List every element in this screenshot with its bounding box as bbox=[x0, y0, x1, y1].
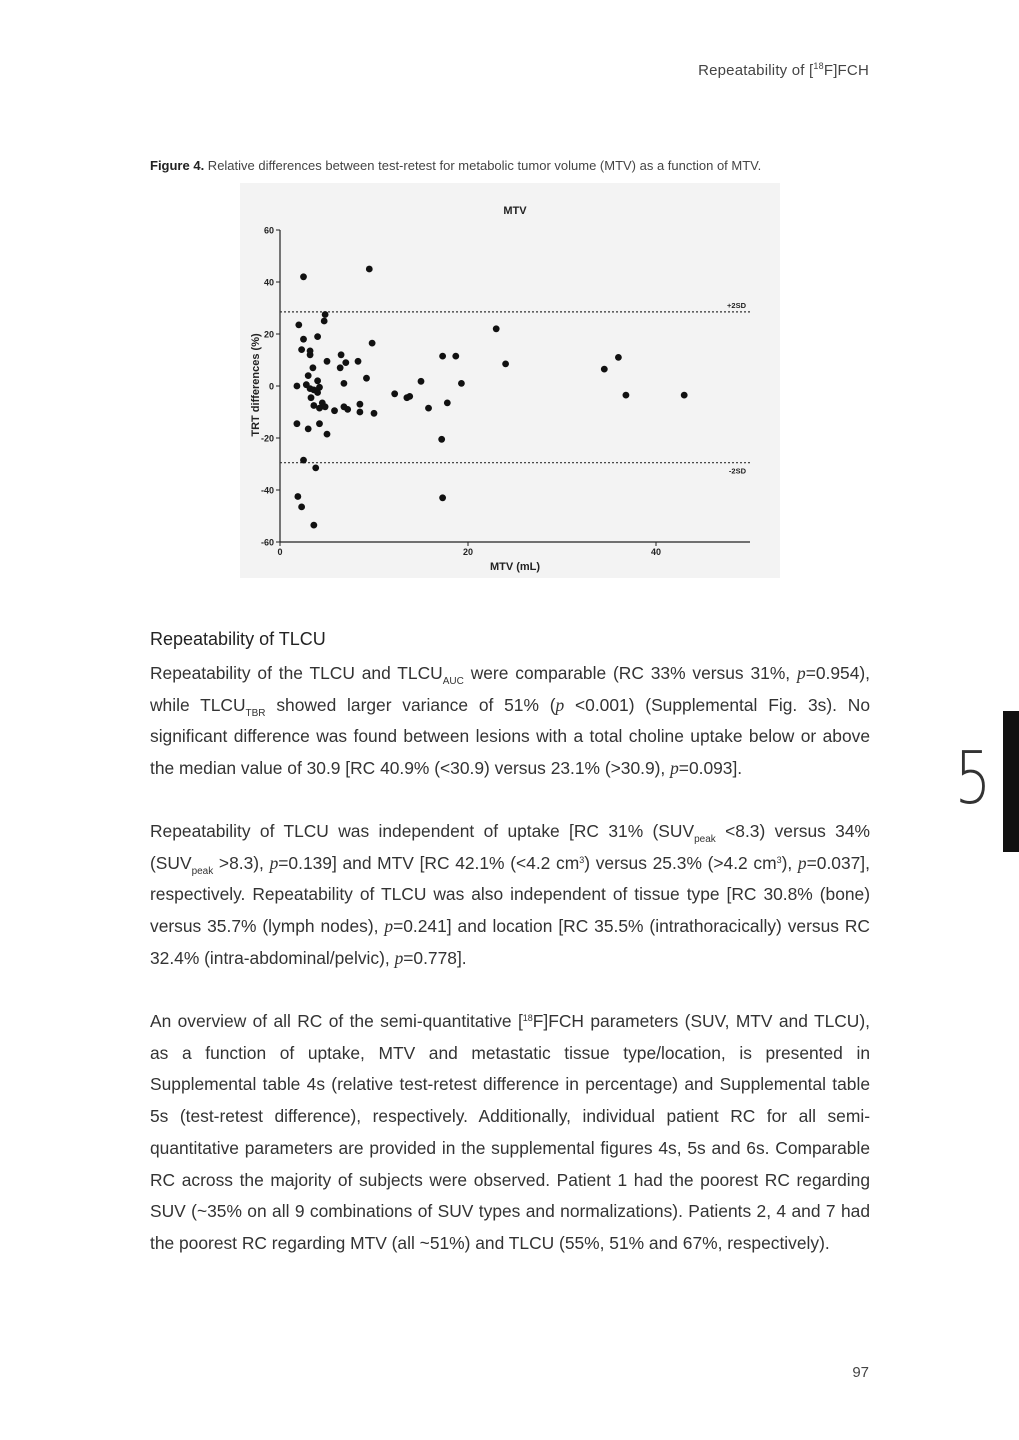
running-header: Repeatability of [$^{18}$F]FCH bbox=[698, 61, 869, 79]
paragraph-tlcu-independence: Repeatability of TLCU was independent of uptake [RC 31% $(SUV_{peak} <8.3)$ versus 34% $(SUV_{peak} >8.3)$, p=0.139] and MTV [RC 42.1% (<4.2 $cm^3$) versus 25.3% (>4.2 $cm^3$), p=0.037], respectively. Repeatability of TLCU was also independent of tissue type [RC 30.8% (bone) versus 35.7% (lymph nodes), p=0.241] and location [RC 35.5% (intrathoracically) versus RC 32.4% (intra-abdominal/pelvic), p=0.778]. bbox=[150, 821, 870, 968]
data-point bbox=[366, 266, 373, 273]
data-point bbox=[357, 401, 364, 408]
data-point bbox=[298, 504, 305, 511]
data-point bbox=[298, 346, 305, 353]
data-point bbox=[305, 426, 312, 433]
data-point bbox=[324, 358, 331, 365]
data-point bbox=[355, 358, 362, 365]
page-number: 97 bbox=[852, 1364, 869, 1381]
data-point bbox=[615, 354, 622, 361]
paragraph-tlcu-repeatability: Repeatability of the TLCU and $TLCU_{AUC}$ were comparable (RC 33% versus 31%, p=0.954), while $TLCU_{TBR}$ showed larger variance of 51% (p <0.001) (Supplemental Fig. 3s). No significant difference was found between lesions with a total choline uptake below or above the median value of 30.9 [RC 40.9% (<30.9) versus 23.1% (>30.9), p=0.093]. bbox=[150, 663, 871, 779]
data-point bbox=[502, 361, 509, 368]
data-point bbox=[310, 364, 317, 371]
data-point bbox=[406, 393, 413, 400]
data-point bbox=[300, 336, 307, 343]
data-point bbox=[444, 400, 451, 407]
y-tick-label: -20 bbox=[260, 433, 274, 444]
data-point bbox=[310, 522, 317, 529]
data-point bbox=[391, 390, 398, 397]
chapter-number: 5 bbox=[954, 736, 992, 820]
data-point bbox=[681, 392, 688, 399]
y-tick-label: 0 bbox=[268, 381, 274, 392]
data-point bbox=[338, 351, 345, 358]
data-point bbox=[425, 405, 432, 412]
data-point bbox=[308, 394, 315, 401]
figure-caption-text: Relative differences between test-retest for metabolic tumor volume (MTV) as a function of MTV. bbox=[204, 158, 762, 173]
figure-caption bbox=[150, 158, 870, 173]
data-point bbox=[314, 389, 321, 396]
y-tick-label: 40 bbox=[263, 277, 274, 288]
data-point bbox=[294, 420, 301, 427]
data-point bbox=[341, 380, 348, 387]
plus-2sd-label: +2SD bbox=[727, 300, 746, 310]
data-point bbox=[300, 273, 307, 280]
chart-canvas bbox=[240, 183, 780, 578]
chapter-thumb-tab bbox=[1003, 711, 1019, 852]
minus-2sd-label: -2SD bbox=[728, 466, 746, 476]
data-point bbox=[295, 322, 302, 329]
data-point bbox=[363, 375, 370, 382]
x-tick-label: 0 bbox=[277, 547, 283, 557]
chart-x-axis-label: MTV (mL) bbox=[489, 561, 541, 573]
data-point bbox=[294, 493, 301, 500]
data-point bbox=[331, 407, 338, 414]
data-point bbox=[316, 405, 323, 412]
data-point bbox=[314, 333, 321, 340]
data-point bbox=[321, 318, 328, 325]
data-point bbox=[439, 494, 446, 501]
data-point bbox=[305, 372, 312, 379]
data-point bbox=[357, 409, 364, 416]
data-point bbox=[294, 383, 301, 390]
data-point bbox=[342, 359, 349, 366]
figure-label: Figure 4. bbox=[150, 158, 205, 173]
data-point bbox=[337, 364, 344, 371]
x-tick-label: 40 bbox=[650, 547, 662, 557]
paragraph-rc-overview: An overview of all RC of the semi-quantitative [$^{18}$F]FCH parameters (SUV, MTV and TLCU), as a function of uptake, MTV and metastatic tissue type/location, is presented in Supplemental table 4s (relative test-retest difference in percentage) and Supplemental table 5s (test-retest difference), respectively. Additionally, individual patient RC for all semi-quantitative parameters are provided in the supplemental figures 4s, 5s and 6s. Comparable RC across the majority of subjects were observed. Patient 1 had the poorest RC regarding SUV (~35% on all 9 combinations of SUV types and normalizations). Patients 2, 4 and 7 had the poorest RC regarding MTV (all ~51%) and TLCU (55%, 51% and 67%, respectively). bbox=[150, 1011, 870, 1253]
mtv-scatter-chart bbox=[240, 183, 780, 578]
chart-title: MTV bbox=[503, 205, 527, 217]
data-point bbox=[307, 348, 314, 355]
x-tick-label: 20 bbox=[462, 547, 474, 557]
data-point bbox=[418, 378, 425, 385]
data-point bbox=[316, 420, 323, 427]
y-tick-label: 60 bbox=[263, 225, 274, 236]
data-point bbox=[322, 403, 329, 410]
data-point bbox=[623, 392, 630, 399]
data-point bbox=[324, 431, 331, 438]
data-point bbox=[439, 353, 446, 360]
y-tick-label: -40 bbox=[260, 485, 274, 496]
data-point bbox=[344, 406, 351, 413]
y-tick-label: 20 bbox=[263, 329, 274, 340]
chart-y-axis-label: TRT differences (%) bbox=[250, 333, 262, 437]
data-point bbox=[438, 436, 445, 443]
data-point bbox=[452, 353, 459, 360]
data-point bbox=[369, 340, 376, 347]
data-point bbox=[493, 325, 500, 332]
data-point bbox=[371, 410, 378, 417]
data-point bbox=[458, 380, 465, 387]
data-point bbox=[312, 465, 319, 472]
y-tick-label: -60 bbox=[260, 537, 274, 548]
data-point bbox=[601, 366, 608, 373]
data-point bbox=[314, 377, 321, 384]
data-point bbox=[300, 457, 307, 464]
data-point bbox=[322, 311, 329, 318]
section-title: Repeatability of TLCU bbox=[150, 629, 326, 649]
